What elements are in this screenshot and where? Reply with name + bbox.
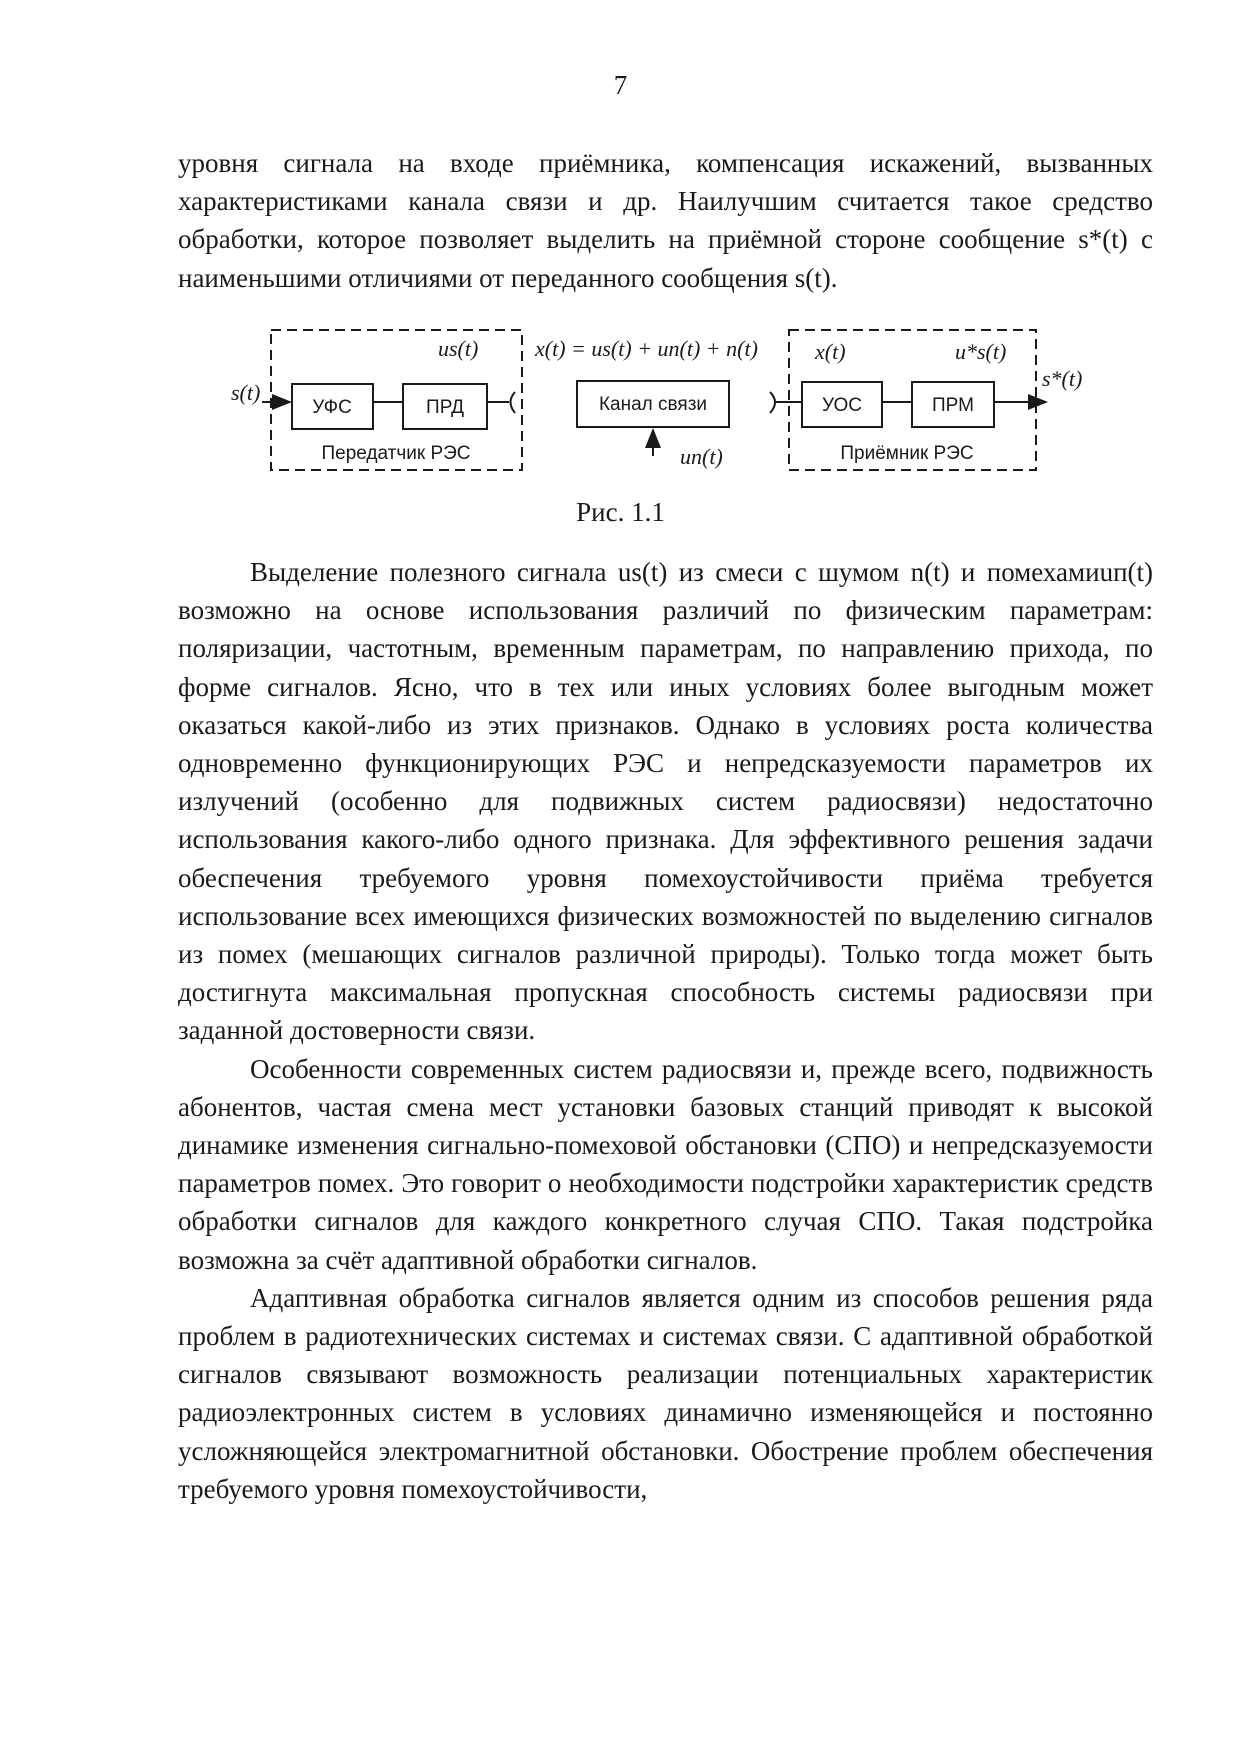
page-number: 7 [613, 70, 628, 100]
block-prm-label: ПРМ [932, 395, 974, 416]
block-uos-label: УОС [822, 395, 862, 416]
receive-antenna-icon [770, 392, 775, 413]
paragraph-2: Особенности современных систем радиосвязи и, прежде всего, подвижность абонентов, частая смена мест установки базовых станций приводят к высокой динамике изменения сигнально-помеховой обстановки (СПО) и непредсказуемости параметров помех. Это говорит о необходимости подстройки характеристик средств обработки сигналов для каждого конкретного случая СПО. Такая подстройка возможна за счёт адаптивной обработки сигналов. [178, 1053, 1153, 1275]
signal-s-output: s*(t) [1042, 366, 1083, 391]
signal-s-input: s(t) [231, 380, 261, 405]
intro-paragraph [178, 144, 1153, 297]
main-text [178, 553, 1153, 1508]
signal-us-star-label: u*s(t) [955, 339, 1007, 364]
signal-un-label: un(t) [680, 444, 723, 469]
paragraph-1: Выделение полезного сигнала us(t) из смеси с шумом n(t) и помехамиuп(t) возможно на основе использования различий по физическим параметрам: поляризации, частотным, временным параметрам, по направлению прихода, по форме сигналов. Ясно, что в тех или иных условиях более выгодным может оказаться какой-либо из этих признаков. Однако в условиях роста количества одновременно функционирующих РЭС и непредсказуемости параметров их излучений (особенно для подвижных систем радиосвязи) недостаточно использования какого-либо одного признака. Для эффективного решения задачи обеспечения требуемого уровня помехоустойчивости приёма требуется использование всех имеющихся физических возможностей по выделению сигналов из помех (мешающих сигналов различной природы). Только тогда может быть достигнута максимальная пропускная способность системы радиосвязи при заданной достоверности связи. [178, 557, 1153, 1046]
signal-x-rx-label: x(t) [815, 339, 846, 364]
figure-caption: Рис. 1.1 [576, 497, 665, 527]
block-diagram-figure [0, 322, 1241, 482]
signal-us-label: us(t) [438, 336, 479, 361]
paragraph-3: Адаптивная обработка сигналов является одним из способов решения ряда проблем в радиотехнических системах и системах связи. С адаптивной обработкой сигналов связывают возможность реализации потенциальных характеристик радиоэлектронных систем в условиях динамично изменяющейся и постоянно усложняющейся электромагнитной обстановки. Обострение проблем обеспечения требуемого уровня помехоустойчивости, [178, 1282, 1153, 1504]
transmitter-group-label: Передатчик РЭС [321, 443, 471, 464]
transmit-antenna-icon [511, 392, 516, 413]
block-diagram [0, 322, 1241, 482]
block-ufs-label: УФС [312, 397, 352, 418]
receiver-group-label: Приёмник РЭС [840, 443, 974, 464]
block-channel-label: Канал связи [598, 394, 708, 415]
block-prd-label: ПРД [426, 397, 464, 418]
signal-x-equation: x(t) = us(t) + un(t) + n(t) [535, 336, 758, 361]
paragraph-text: уровня сигнала на входе приёмника, компенсация искажений, вызванных характеристиками канала связи и др. Наилучшим считается такое средство обработки, которое позволяет выделить на приёмной стороне сообщение s*(t) с наименьшими отличиями от переданного сообщения s(t). [178, 148, 1153, 293]
